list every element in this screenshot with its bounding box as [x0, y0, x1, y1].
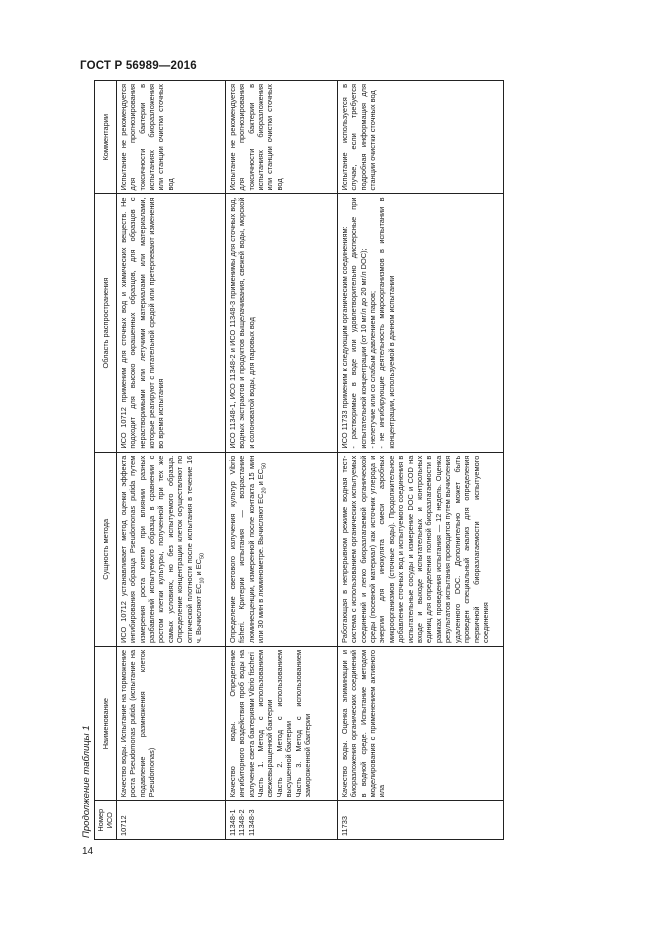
table-header-row [95, 81, 117, 840]
name-paragraph: Качество воды. Определение ингибиторного воздействия проб воды на излучение света бактериями Vibrio fischeri [227, 649, 256, 798]
cell-name: Качество воды. Оценка элиминации и биоразложения органических соединений в водной среде. Испытание методом моделирования с применением активного ила [337, 646, 503, 800]
page-number: 14 [82, 846, 94, 857]
cell-comment: Испытание используется в случае, если требуется подробная информация для станции очистки сточных вод [337, 81, 503, 194]
scope-paragraph: ИСО 11733 применим к следующим органическим соединениям: [339, 226, 349, 449]
data-table [94, 80, 504, 840]
name-paragraph: Часть 3. Метод с использованием замороженной бактерии [293, 649, 313, 798]
scope-paragraph: - нелетучие или со слабым давлением паров; [368, 290, 378, 449]
method-subscript: 50 [199, 552, 206, 560]
header-name: Наименование [95, 646, 117, 800]
table-row [337, 81, 503, 840]
cell-iso: 11733 [337, 801, 503, 840]
document-header: ГОСТ Р 56989—2016 [80, 60, 197, 72]
cell-method: Работающая в непрерывном режиме водная тест-система с использованием органических испытуемых соединений и легко биоразлагаемой органической среды (посевной материал) как источник углерода и энергии для инокулята смеси аэробных микроорганизмов (сточные воды). Продолжительное добавление сточных вод и испытуемого соединения в испытательные сосуды и измерение DOC и COD на входе и выходе испытательных и контрольных единиц для определения полной биоразлагаемости в рамках проведения испытания — 12 недель. Оценка результатов испытания проводится путем вычисления удаленного DOC. Дополнительно может быть проведен специальный анализ для определения первичной биоразлагаемости испытуемого соединения [337, 452, 503, 646]
name-paragraph: Часть 2. Метод с использованием высушенной бактерии [274, 649, 294, 798]
method-text-and: и EC [256, 468, 266, 488]
cell-comment: Испытание не рекомендуется для прогнозирования токсичности бактерии в испытаниях биоразложения или станции очистки сточных вод [225, 81, 337, 194]
cell-scope: ИСО 11348-1, ИСО 11348-2 и ИСО 11348-3 применимы для сточных вод, водных экстрактов и продуктов выщелачивания, свежей воды, морской и солоноватой воды, для паровых вод [225, 194, 337, 452]
method-subscript: 20 [261, 487, 268, 494]
table-caption: Продолжение таблицы 1 [81, 725, 92, 838]
method-subscript: 50 [261, 462, 268, 469]
method-text: ИСО 10712 устанавливает метод оценки эффекта ингибирования образца Pseudomonas putida путем измерения роста клетки при влиянии разных разбавлений испытуемого образца в сравнении с ростом клетки культуры, полученной при тех же самых условиях, но без испытуемого образца. Определение концентрации клеток осуществляют по оптической плотности после испытания в течение 16 ч. Вычисляют EC [118, 455, 204, 643]
cell-comment: Испытание не рекомендуется для прогнозирования токсичности бактерии в испытаниях биоразложения или станции очистки сточных вод [116, 81, 225, 194]
cell-iso: 10712 [116, 801, 225, 840]
header-scope: Область распространения [95, 194, 117, 452]
cell-scope: ИСО 10712 применим для сточных вод и химических веществ. Не подходит для высоко окрашенных образцов, для образцов с нерастворимыми или летучими материалами или материалами, которые реагируют с питательной средой или претерпевают изменения во время испытания [116, 194, 225, 452]
cell-name: Качество воды. Испытание на торможение роста Pseudomonas putida (испытание на подавление размножения клеток Pseudomonas) [116, 646, 225, 800]
scope-paragraph: - не ингибирующие деятельность микроорганизмов в испытании в концентрации, используемой в данном испытании [377, 197, 396, 449]
header-method: Сущность метода [95, 452, 117, 646]
rotated-table-block [80, 80, 500, 840]
method-text: Определение светового излучения культур Vibrio fisheri. Критерии испытания — возрастание люминесценции, измеренной после контакта 15 мин или 30 мин в люминометре. Вычисляют EC [227, 455, 266, 643]
cell-iso: 11348-1 11348-2 11348-3 [225, 801, 337, 840]
header-iso-number: Номер ИСО [95, 801, 117, 840]
name-paragraph: Часть 1. Метод с использованием свежевыращенной бактерии [256, 649, 275, 798]
scope-paragraph: - растворимые в воде или удовлетворительно дисперсные при испытательной концентрации (от 10 мг/л до 20 мг/л DOC); [349, 197, 368, 449]
method-subscript: 10 [199, 577, 206, 584]
cell-method [225, 452, 337, 646]
cell-method [116, 452, 225, 646]
table-row [225, 81, 337, 840]
method-text-and: и EC [194, 559, 204, 578]
cell-name [225, 646, 337, 800]
cell-scope [337, 194, 503, 452]
table-row [116, 81, 225, 840]
header-comments: Комментарии [95, 81, 117, 194]
